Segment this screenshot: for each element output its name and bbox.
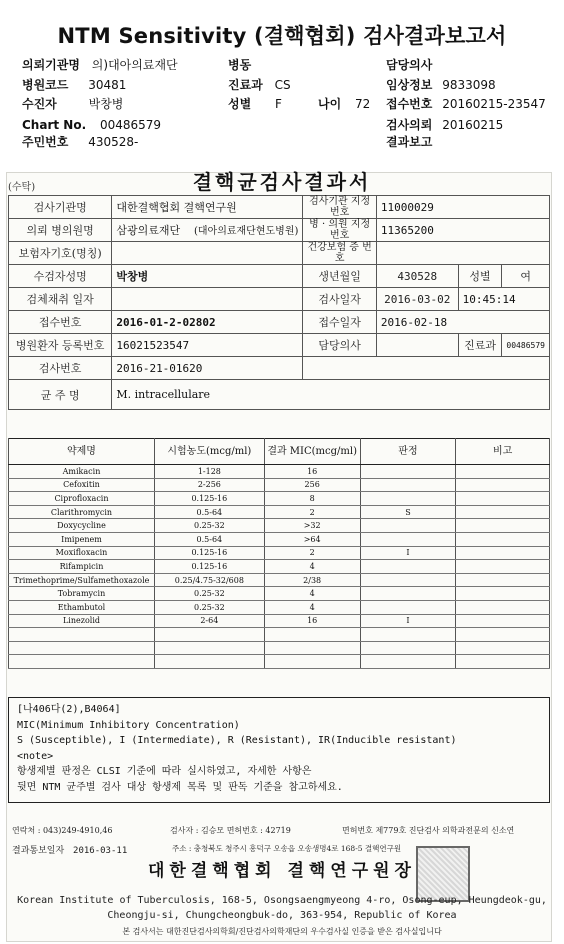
drug-interpretation xyxy=(360,600,456,614)
requester-row xyxy=(22,56,178,75)
requester-label: 의뢰기관명 xyxy=(22,58,80,72)
drug-name xyxy=(9,641,155,655)
drug-mic xyxy=(264,641,360,655)
drug-interpretation xyxy=(360,478,456,492)
notes-box xyxy=(8,697,550,803)
drug-concentration: 0.25-32 xyxy=(154,600,264,614)
insured-label: 보험자기호(명칭) xyxy=(9,242,112,265)
report-title: NTM Sensitivity (결핵협회) 검사결과보고서 xyxy=(57,24,507,48)
hospital-code-row xyxy=(22,76,126,95)
drug-name: Imipenem xyxy=(9,532,155,546)
chart-label: Chart No. xyxy=(22,118,87,132)
dept-value: CS xyxy=(274,78,291,92)
examiner: 검사자 : 김승모 면허번호 : 42719 xyxy=(170,826,291,835)
drug-concentration: 2-64 xyxy=(154,614,264,628)
resident-value: 430528- xyxy=(88,135,139,149)
drug-concentration: 0.25-32 xyxy=(154,587,264,601)
drug-remarks xyxy=(456,587,550,601)
drug-mic: >32 xyxy=(264,519,360,533)
consignment-tag: (수탁) xyxy=(8,182,36,193)
table-row xyxy=(9,573,550,587)
doctor-label: 담당의사 xyxy=(386,58,433,72)
hosp-no-label: 병 · 의원 지정번호 xyxy=(303,219,377,242)
sex-cell-value: 여 xyxy=(502,265,550,288)
drug-interpretation xyxy=(360,465,456,479)
notify-date: 2016-03-11 xyxy=(73,846,128,856)
drug-remarks xyxy=(456,505,550,519)
receipt-row xyxy=(386,95,546,114)
header-mic: 결과 MIC(mcg/ml) xyxy=(264,439,360,465)
table-row xyxy=(9,465,550,479)
exam-time-value: 10:45:14 xyxy=(458,288,549,311)
drug-name: Trimethoprime/Sulfamethoxazole xyxy=(9,573,155,587)
drug-name: Moxifloxacin xyxy=(9,546,155,560)
sex-cell-label: 성별 xyxy=(458,265,502,288)
drug-remarks xyxy=(456,519,550,533)
hospital-code-label: 병원코드 xyxy=(22,78,69,92)
drug-mic: 2/38 xyxy=(264,573,360,587)
table-row xyxy=(9,600,550,614)
addr-kr: 주소 : 충청북도 청주시 흥덕구 오송읍 오송생명4로 168-5 결핵연구원 xyxy=(172,844,402,853)
exam-no-value: 2016-21-01620 xyxy=(112,357,303,380)
doctor-row xyxy=(386,56,432,75)
table-row xyxy=(9,532,550,546)
result-report-row xyxy=(386,133,432,152)
note-line: MIC(Minimum Inhibitory Concentration) xyxy=(17,719,240,731)
drug-concentration: 0.125-16 xyxy=(154,546,264,560)
drug-name: Ciprofloxacin xyxy=(9,492,155,506)
hospital-code-value: 30481 xyxy=(88,78,127,92)
organism-label: 균 주 명 xyxy=(9,380,112,410)
requester-value: 의)대아의료재단 xyxy=(91,58,178,72)
drug-mic xyxy=(264,628,360,642)
info-table xyxy=(8,195,550,410)
sex-label: 성별 xyxy=(228,97,252,111)
clinical-value: 9833098 xyxy=(442,78,496,92)
age-value: 72 xyxy=(355,97,371,111)
drug-name: Rifampicin xyxy=(9,560,155,574)
drug-name xyxy=(9,655,155,669)
drug-remarks xyxy=(456,492,550,506)
note-line: [나406다(2),B4064] xyxy=(17,704,121,715)
dept-row xyxy=(228,76,291,95)
resident-row xyxy=(22,133,138,152)
drug-remarks xyxy=(456,655,550,669)
table-row xyxy=(9,505,550,519)
inst-no-label: 검사기관 지정번호 xyxy=(303,196,377,219)
license: 면허번호 제779호 진단검사 의학과전문의 신소연 xyxy=(342,826,515,835)
drug-concentration: 0.125-16 xyxy=(154,560,264,574)
drug-interpretation: S xyxy=(360,505,456,519)
notify-row xyxy=(12,843,127,856)
drug-interpretation: I xyxy=(360,614,456,628)
drug-name: Cefoxitin xyxy=(9,478,155,492)
receipt-cell-label: 접수번호 xyxy=(9,311,112,334)
ward-label: 병동 xyxy=(228,58,252,72)
dept-label: 진료과 xyxy=(228,78,263,92)
notify-label: 결과통보일자 xyxy=(12,846,65,856)
drug-remarks xyxy=(456,573,550,587)
subject-label: 수검자성명 xyxy=(9,265,112,288)
drug-remarks xyxy=(456,641,550,655)
sex-row xyxy=(228,95,282,114)
institute-name: 대한결핵협회 결핵연구원장 xyxy=(148,861,416,881)
drug-mic xyxy=(264,655,360,669)
drug-remarks xyxy=(456,614,550,628)
drug-concentration: 0.5-64 xyxy=(154,505,264,519)
receipt-date-value: 2016-02-18 xyxy=(376,311,549,334)
drug-mic: 16 xyxy=(264,465,360,479)
drug-name: Linezolid xyxy=(9,614,155,628)
request-date-label: 검사의뢰 xyxy=(386,118,433,132)
exam-date-label: 검사일자 xyxy=(303,288,377,311)
req-hosp-value: 삼광의료재단 xyxy=(116,224,181,237)
drug-interpretation: I xyxy=(360,546,456,560)
receipt-date-label: 접수일자 xyxy=(303,311,377,334)
age-label: 나이 xyxy=(318,97,342,111)
table-row xyxy=(9,614,550,628)
drug-name: Tobramycin xyxy=(9,587,155,601)
drug-interpretation xyxy=(360,628,456,642)
req-hosp-label: 의뢰 병의원명 xyxy=(9,219,112,242)
drug-mic: 2 xyxy=(264,505,360,519)
drug-remarks xyxy=(456,478,550,492)
collect-value xyxy=(112,288,303,311)
drug-interpretation xyxy=(360,641,456,655)
note-line: 항생제별 판정은 CLSI 기준에 따라 실시하였고, 자세한 사항은 xyxy=(17,766,312,777)
doctor-cell-label: 담당의사 xyxy=(303,334,377,357)
dept-cell-value: 00486579 xyxy=(502,334,550,357)
drug-mic: >64 xyxy=(264,532,360,546)
drug-table xyxy=(8,438,550,669)
note-line: S (Susceptible), I (Intermediate), R (Resistant), IR(Inducible resistant) xyxy=(17,735,457,746)
table-row xyxy=(9,628,550,642)
drug-name: Doxycycline xyxy=(9,519,155,533)
drug-concentration: 2-256 xyxy=(154,478,264,492)
dept-cell-label: 진료과 xyxy=(458,334,502,357)
resident-label: 주민번호 xyxy=(22,135,69,149)
drug-remarks xyxy=(456,546,550,560)
addr-en-1: Korean Institute of Tuberculosis, 168-5, Osongsaengmyeong 4-ro, Osong-eup, Heungdeok-gu, xyxy=(17,895,547,906)
clinical-row xyxy=(386,76,496,95)
drug-mic: 256 xyxy=(264,478,360,492)
drug-name: Clarithromycin xyxy=(9,505,155,519)
chart-value: 00486579 xyxy=(99,118,162,132)
patient-reg-value: 16021523547 xyxy=(112,334,303,357)
drug-interpretation xyxy=(360,532,456,546)
table-row xyxy=(9,641,550,655)
dob-value: 430528 xyxy=(376,265,458,288)
patient-label: 수진자 xyxy=(22,97,57,111)
exam-date-value: 2016-03-02 xyxy=(376,288,458,311)
drug-name: Amikacin xyxy=(9,465,155,479)
drug-interpretation xyxy=(360,519,456,533)
drug-concentration: 0.25-32 xyxy=(154,519,264,533)
disclaimer: 본 검사서는 대한진단검사의학회/진단검사의학재단의 우수검사실 인증을 받은 검사실입니다 xyxy=(122,927,442,936)
subject-value: 박창병 xyxy=(112,265,303,288)
patient-reg-label: 병원환자 등록번호 xyxy=(9,334,112,357)
exam-no-label: 검사번호 xyxy=(9,357,112,380)
contact: 연락처 : 043)249-4910,46 xyxy=(12,826,113,835)
note-line: <note> xyxy=(17,750,54,762)
drug-mic: 8 xyxy=(264,492,360,506)
ward-row xyxy=(228,56,251,75)
table-row xyxy=(9,478,550,492)
drug-concentration: 0.5-64 xyxy=(154,532,264,546)
drug-concentration: 0.125-16 xyxy=(154,492,264,506)
drug-concentration xyxy=(154,655,264,669)
drug-concentration: 1-128 xyxy=(154,465,264,479)
clinical-label: 임상정보 xyxy=(386,78,433,92)
drug-interpretation xyxy=(360,573,456,587)
drug-interpretation xyxy=(360,587,456,601)
header-concentration: 시험농도(mcg/ml) xyxy=(154,439,264,465)
drug-concentration: 0.25/4.75-32/608 xyxy=(154,573,264,587)
drug-mic: 4 xyxy=(264,587,360,601)
drug-mic: 4 xyxy=(264,560,360,574)
official-seal-icon xyxy=(416,846,470,902)
drug-mic: 2 xyxy=(264,546,360,560)
drug-name xyxy=(9,628,155,642)
patient-row xyxy=(22,95,123,114)
drug-remarks xyxy=(456,600,550,614)
health-label: 건강보험 증 번 호 xyxy=(303,242,377,265)
header-interpretation: 판정 xyxy=(360,439,456,465)
sex-value: F xyxy=(275,97,282,111)
organism-value: M. intracellulare xyxy=(112,380,550,410)
req-hosp-cell xyxy=(112,219,303,242)
drug-mic: 4 xyxy=(264,600,360,614)
drug-interpretation xyxy=(360,655,456,669)
doctor-cell-value xyxy=(376,334,458,357)
inst-value: 대한결핵협회 결핵연구원 xyxy=(112,196,303,219)
drug-mic: 16 xyxy=(264,614,360,628)
table-row xyxy=(9,655,550,669)
inst-no-value: 11000029 xyxy=(376,196,549,219)
table-row xyxy=(9,519,550,533)
req-hosp-sub: (대아의료재단현도병원) xyxy=(193,226,299,237)
hosp-no-value: 11365200 xyxy=(376,219,549,242)
drug-remarks xyxy=(456,465,550,479)
age-row xyxy=(318,95,370,114)
drug-concentration xyxy=(154,641,264,655)
inst-label: 검사기관명 xyxy=(9,196,112,219)
health-value xyxy=(376,242,549,265)
drug-remarks xyxy=(456,532,550,546)
request-date-value: 20160215 xyxy=(442,118,504,132)
table-row xyxy=(9,492,550,506)
table-row xyxy=(9,546,550,560)
header-remarks: 비고 xyxy=(456,439,550,465)
receipt-value: 20160215-23547 xyxy=(442,97,546,111)
dob-label: 생년월일 xyxy=(303,265,377,288)
header-drug: 약제명 xyxy=(9,439,155,465)
collect-label: 검체채취 일자 xyxy=(9,288,112,311)
drug-remarks xyxy=(456,560,550,574)
drug-interpretation xyxy=(360,492,456,506)
insured-value xyxy=(112,242,303,265)
drug-concentration xyxy=(154,628,264,642)
drug-name: Ethambutol xyxy=(9,600,155,614)
drug-interpretation xyxy=(360,560,456,574)
addr-en-2: Cheongju-si, Chungcheongbuk-do, 363-954, Republic of Korea xyxy=(107,910,457,921)
table-row xyxy=(9,560,550,574)
document-title: 결핵균검사결과서 xyxy=(192,170,372,194)
patient-value: 박창병 xyxy=(88,97,124,111)
table-row xyxy=(9,587,550,601)
exam-no-blank xyxy=(303,357,550,380)
note-line: 뒷면 NTM 균주별 검사 대상 항생제 목록 및 판독 기준을 참고하세요. xyxy=(17,781,343,793)
result-report-label: 결과보고 xyxy=(386,135,433,149)
receipt-cell-value: 2016-01-2-02802 xyxy=(112,311,303,334)
drug-remarks xyxy=(456,628,550,642)
receipt-label: 접수번호 xyxy=(386,97,433,111)
